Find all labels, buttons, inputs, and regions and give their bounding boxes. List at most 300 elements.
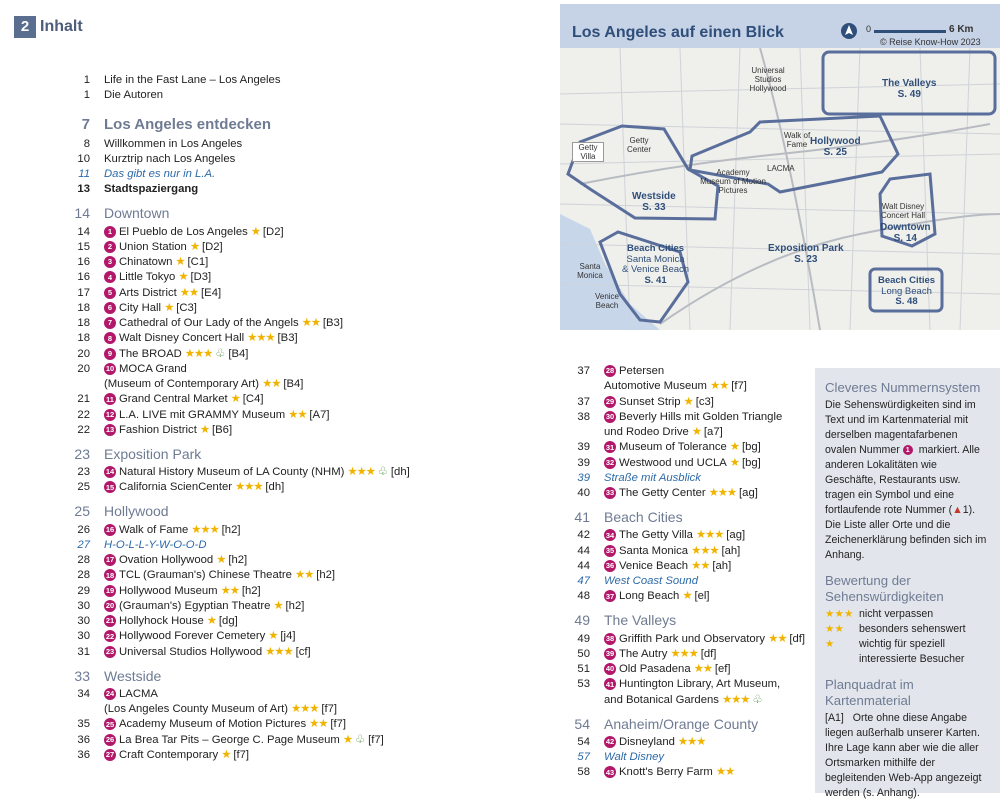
toc-entry[interactable] (40, 748, 440, 763)
rating-stars-icon: ★★★ (691, 544, 719, 557)
toc-entry[interactable] (40, 362, 440, 377)
toc-entry[interactable] (540, 589, 810, 604)
toc-page-number: 18 (77, 332, 90, 345)
toc-entry-label: Exposition Park (104, 445, 202, 462)
toc-entry-label: TCL (Grauman's) Chinese Theatre (119, 569, 292, 582)
toc-entry-label: Anaheim/Orange County (604, 715, 759, 732)
toc-entry[interactable] (40, 614, 440, 629)
toc-page-number: 33 (74, 667, 90, 684)
scale-end: 6 Km (949, 24, 974, 35)
toc-page-number: 18 (77, 317, 90, 329)
rating-stars-icon: ★ (178, 271, 188, 284)
rating-stars-icon: ★★ (715, 766, 735, 779)
rating-stars-icon: ★ (683, 395, 693, 408)
toc-entry-label: (Museum of Contemporary Art) (104, 378, 260, 390)
toc-entry-label: California ScienCenter (119, 481, 233, 494)
sight-number-marker-icon: 10 (105, 364, 115, 374)
toc-entry-label: Venice Beach (619, 559, 689, 572)
toc-entry-label: Academy Museum of Motion Pictures (119, 718, 307, 731)
map-grid-ref: [D2] (262, 225, 284, 238)
toc-page-number: 30 (77, 630, 90, 643)
sight-number-marker-icon: 17 (105, 555, 115, 565)
sight-number-marker-icon: 43 (605, 767, 615, 777)
toc-page-number: 39 (577, 471, 590, 484)
magenta-marker-icon: 1 (903, 445, 913, 455)
toc-entry[interactable] (40, 480, 440, 495)
sight-number-marker-icon: 8 (104, 332, 116, 344)
toc-entry-label: Die Autoren (104, 89, 164, 102)
toc-entry-label: Kurztrip nach Los Angeles (104, 152, 236, 165)
sight-number-marker-icon: 4 (104, 271, 116, 283)
toc-entry-text-wrap (104, 614, 440, 629)
toc-entry[interactable] (40, 717, 440, 732)
rating-stars-icon: ★ (268, 630, 278, 643)
toc-page-number: 49 (574, 612, 590, 629)
toc-entry[interactable] (40, 255, 440, 270)
toc-entry[interactable] (40, 465, 440, 480)
toc-entry[interactable] (40, 152, 440, 167)
toc-entry-text-wrap (604, 750, 810, 765)
toc-page-number: 17 (77, 286, 90, 299)
toc-entry-label: Knott's Berry Farm (619, 766, 713, 779)
toc-entry-label: und Rodeo Drive (604, 426, 689, 438)
toc-entry[interactable] (40, 225, 440, 240)
rating-stars-icon: ★★★ (247, 332, 275, 345)
toc-entry-text-wrap (104, 240, 440, 255)
toc-page-number: 37 (577, 395, 590, 408)
toc-entry-text-wrap (104, 504, 440, 519)
toc-page-number: 53 (577, 678, 590, 691)
toc-entry-label: and Botanical Gardens (604, 693, 719, 706)
toc-entry-text-wrap (104, 523, 440, 538)
sight-number-marker-icon: 2 (104, 241, 116, 253)
toc-entry[interactable] (540, 574, 810, 589)
rating-stars-icon: ★★★ (677, 735, 706, 748)
toc-page-number: 13 (77, 183, 90, 196)
toc-page-number: 8 (83, 137, 90, 150)
toc-entry[interactable] (540, 735, 810, 750)
sight-number-marker-icon: 14 (105, 467, 115, 477)
toc-entry-label: Stadtspaziergang (104, 183, 199, 196)
rating-stars-icon: ★★★ (235, 481, 263, 494)
toc-page-number: 30 (77, 615, 90, 627)
toc-page-number: 14 (74, 205, 90, 222)
map-grid-ref: [B3] (277, 332, 298, 345)
kids-icon: ♧ (377, 466, 388, 478)
page-title: Inhalt (40, 18, 83, 35)
overview-map (560, 4, 1000, 330)
toc-gap (40, 104, 440, 113)
map-grid-ref: [f7] (330, 718, 347, 731)
map-grid-ref: [A7] (309, 408, 330, 421)
sight-number-marker-icon: 29 (605, 396, 615, 406)
toc-entry[interactable] (40, 316, 440, 331)
toc-page-number: 30 (77, 599, 90, 612)
rating-stars-icon: ★★ (709, 380, 729, 393)
map-grid-ref: [f7] (321, 703, 338, 715)
toc-entry-label: Willkommen in Los Angeles (104, 137, 243, 150)
toc-entry[interactable] (540, 379, 810, 394)
sight-number-marker-icon: 24 (105, 689, 115, 699)
toc-entry[interactable] (40, 347, 440, 362)
toc-entry-text-wrap (104, 538, 440, 553)
toc-entry-label: Petersen (619, 365, 665, 377)
kids-icon: ♧ (215, 347, 226, 360)
toc-entry-label: MOCA Grand (119, 362, 187, 375)
toc-page-number: 34 (77, 687, 90, 700)
sight-number-marker-icon: 32 (605, 457, 615, 467)
toc-entry[interactable] (40, 538, 440, 553)
rating-stars-icon: ★★★ (670, 647, 698, 660)
sight-number-marker-icon: 35 (605, 545, 615, 555)
toc-entry[interactable] (540, 662, 810, 677)
toc-entry-label: Union Station (119, 240, 187, 253)
toc-entry[interactable] (540, 544, 810, 559)
toc-section-heading[interactable] (540, 611, 810, 632)
toc-entry-label: Life in the Fast Lane – Los Angeles (104, 74, 281, 86)
toc-entry[interactable] (40, 702, 440, 717)
sidebar-text-grid: [A1] Orte ohne diese Angabe liegen außerhalb unserer Karten. Ihre Lage kann aber wie die aller Ortsmarken mithilfe der begleitenden Web-App angezeigt werden (s. Anhang). (825, 712, 982, 799)
red-marker-icon: ▲ (952, 504, 963, 516)
toc-entry-label: Straße mit Ausblick (604, 471, 701, 484)
toc-section-heading[interactable] (40, 666, 440, 687)
toc-entry[interactable] (540, 693, 810, 708)
toc-entry[interactable] (40, 584, 440, 599)
toc-entry[interactable] (540, 395, 810, 410)
toc-page-number: 44 (577, 544, 590, 557)
toc-entry[interactable] (540, 425, 810, 440)
toc-entry-text-wrap (104, 117, 440, 132)
rating-stars-icon: ★★★ (184, 347, 213, 360)
toc-page-number: 26 (77, 523, 90, 536)
label-long-beach-region: Beach Cities Long Beach S. 48 (878, 275, 936, 307)
toc-section-heading[interactable] (40, 113, 440, 137)
toc-page-number: 11 (78, 168, 90, 180)
toc-entry-text-wrap (104, 465, 440, 480)
toc-entry-text-wrap (604, 544, 810, 559)
toc-page-number: 27 (77, 538, 90, 551)
toc-entry-label: Walt Disney Concert Hall (119, 332, 245, 345)
label-hollywood: Hollywood S. 25 (810, 136, 861, 158)
map-grid-ref: [dg] (218, 615, 238, 627)
sight-number-marker-icon: 15 (105, 482, 115, 492)
toc-entry-label: Natural History Museum of LA County (NHM) (119, 466, 345, 478)
toc-entry-label: Walk of Fame (119, 523, 189, 536)
toc-entry-text-wrap (104, 73, 440, 88)
map-grid-ref: [D2] (201, 240, 223, 253)
toc-entry-label: H-O-L-L-Y-W-O-O-D (104, 538, 207, 551)
toc-entry-label: Huntington Library, Art Museum, (619, 678, 781, 691)
map-grid-ref: [el] (694, 590, 710, 603)
toc-entry[interactable] (540, 456, 810, 471)
rating-stars-icon: ★ (250, 225, 260, 238)
sight-number-marker-icon: 7 (104, 317, 116, 329)
toc-entry-text-wrap (104, 392, 440, 407)
toc-entry[interactable] (540, 440, 810, 455)
rating-stars-icon: ★ (691, 426, 701, 438)
map-grid-ref: [B6] (211, 423, 233, 436)
toc-page-number: 48 (577, 590, 590, 603)
toc-entry-label: Arts District (119, 286, 177, 299)
rating-stars-icon: ★★★ (290, 703, 319, 715)
map-title: Los Angeles auf einen Blick (572, 24, 784, 41)
toc-page-number: 35 (77, 718, 90, 731)
toc-entry-label: Sunset Strip (619, 395, 681, 408)
map-grid-ref: [ah] (721, 544, 741, 557)
toc-entry[interactable] (540, 528, 810, 543)
toc-entry-label: The Getty Center (619, 487, 706, 499)
toc-entry[interactable] (40, 88, 440, 103)
toc-entry[interactable] (540, 559, 810, 574)
toc-section-heading[interactable] (540, 507, 810, 528)
map-grid-ref: [ah] (712, 559, 732, 572)
rating-1: ★ wichtig für speziell interessierte Besucher (825, 638, 965, 665)
toc-entry-text-wrap (104, 669, 440, 684)
toc-entry-label: The BROAD (119, 347, 182, 360)
toc-entry-text-wrap (604, 647, 810, 662)
toc-page-number: 37 (577, 365, 590, 377)
toc-entry[interactable] (540, 765, 810, 780)
map-grid-ref: [ag] (726, 529, 746, 542)
map-grid-ref: [df] (789, 632, 806, 645)
toc-entry-text-wrap (104, 286, 440, 301)
toc-entry-text-wrap (604, 559, 810, 574)
toc-entry-text-wrap (604, 735, 810, 750)
toc-entry[interactable] (40, 331, 440, 346)
toc-page-number: 47 (577, 575, 590, 587)
rating-stars-icon: ★ (216, 554, 226, 566)
toc-entry[interactable] (40, 137, 440, 152)
toc-entry-label: LACMA (119, 687, 158, 700)
toc-entry-text-wrap (104, 629, 440, 644)
rating-3: ★★★ nicht verpassen (825, 608, 934, 620)
toc-entry-label: Museum of Tolerance (619, 441, 727, 454)
toc-entry-text-wrap (104, 599, 440, 614)
sidebar-heading-numbering: Cleveres Nummernsystem (825, 380, 981, 395)
map-grid-ref: [f7] (368, 733, 384, 746)
sight-number-marker-icon: 34 (605, 530, 615, 540)
toc-page-number: 42 (577, 529, 590, 542)
toc-entry-label: L.A. LIVE mit GRAMMY Museum (119, 408, 286, 421)
map-grid-ref: [h2] (316, 569, 336, 582)
sight-number-marker-icon: 30 (605, 412, 615, 422)
toc-entry-label: Das gibt es nur in L.A. (104, 168, 216, 180)
toc-entry[interactable] (40, 687, 440, 702)
toc-section-heading[interactable] (540, 714, 810, 735)
sight-number-marker-icon: 25 (105, 719, 115, 729)
toc-entry[interactable] (40, 301, 440, 316)
toc-page-number: 18 (77, 301, 90, 314)
toc-section-heading[interactable] (40, 444, 440, 465)
toc-entry[interactable] (40, 733, 440, 748)
toc-entry-label: Hollywood Museum (119, 584, 218, 597)
rating-stars-icon: ★★★ (265, 645, 293, 658)
toc-entry[interactable] (40, 408, 440, 423)
label-getty-villa: Getty Villa (572, 142, 604, 162)
map-grid-ref: [a7] (703, 426, 723, 438)
toc-page-number: 39 (577, 441, 590, 454)
toc-entry[interactable] (40, 270, 440, 285)
toc-section-heading[interactable] (40, 204, 440, 225)
toc-page-number: 54 (577, 735, 590, 748)
map-grid-ref: [c3] (695, 395, 714, 408)
toc-entry-label: La Brea Tar Pits – George C. Page Museum (119, 733, 340, 746)
toc-page-number: 50 (577, 647, 590, 660)
toc-entry-label: Long Beach (619, 590, 680, 603)
label-venice: Venice Beach (594, 292, 620, 310)
toc-entry-text-wrap (104, 480, 440, 495)
toc-entry[interactable] (40, 423, 440, 438)
map-grid-ref: [D3] (190, 271, 212, 284)
sight-number-marker-icon: 21 (105, 616, 115, 626)
toc-entry-text-wrap (104, 553, 440, 568)
sight-number-marker-icon: 22 (105, 631, 115, 641)
map-grid-ref: [bg] (741, 441, 761, 454)
toc-entry[interactable] (40, 599, 440, 614)
toc-entry-text-wrap (604, 717, 810, 732)
map-grid-ref: [E4] (201, 286, 222, 299)
rating-stars-icon: ★ (729, 456, 739, 469)
toc-entry-label: Little Tokyo (119, 271, 176, 284)
toc-entry-label: Chinatown (119, 256, 173, 268)
toc-entry-text-wrap (604, 613, 810, 628)
sight-number-marker-icon: 1 (104, 226, 116, 238)
toc-entry-label: Beverly Hills mit Golden Triangle (619, 410, 783, 423)
rating-stars-icon: ★★ (691, 559, 710, 572)
toc-page-number: 25 (74, 503, 90, 520)
toc-entry[interactable] (40, 553, 440, 568)
rating-stars-icon: ★★★ (695, 529, 724, 542)
rating-stars-icon: ★★ (262, 378, 281, 390)
rating-stars-icon: ★★★ (721, 693, 750, 706)
sight-number-marker-icon: 27 (105, 750, 115, 760)
toc-entry-text-wrap (604, 574, 810, 589)
rating-stars-icon: ★ (206, 615, 216, 627)
scale-bar (874, 30, 946, 33)
toc-entry[interactable] (540, 486, 810, 501)
label-expo: Exposition Park S. 23 (768, 243, 844, 265)
toc-entry[interactable] (40, 73, 440, 88)
toc-entry[interactable] (40, 629, 440, 644)
label-getty-center: Getty Center (626, 136, 651, 154)
toc-entry-text-wrap (104, 717, 440, 732)
toc-entry-label: Hollywood Forever Cemetery (119, 630, 266, 643)
sight-number-marker-icon: 6 (104, 302, 116, 314)
toc-entry[interactable] (40, 286, 440, 301)
sight-number-marker-icon: 9 (104, 348, 116, 360)
rating-stars-icon: ★★ (309, 718, 328, 731)
map-grid-ref: [C4] (242, 393, 264, 406)
toc-entry-text-wrap (604, 589, 810, 604)
map-grid-ref: [bg] (741, 456, 761, 469)
rating-stars-icon: ★ (273, 599, 283, 612)
toc-entry[interactable] (40, 392, 440, 407)
map-grid-ref: [h2] (221, 523, 241, 536)
toc-page-number: 58 (577, 766, 590, 779)
toc-page-number: 20 (77, 362, 90, 375)
label-lacma: LACMA (767, 164, 795, 173)
toc-entry-text-wrap (104, 408, 440, 423)
toc-entry-text-wrap (604, 395, 810, 410)
toc-page-number: 51 (577, 663, 590, 675)
toc-page-number: 28 (77, 569, 90, 582)
toc-entry-label: Hollywood (104, 503, 169, 520)
toc-entry-label: Ovation Hollywood (119, 554, 214, 566)
toc-entry[interactable] (40, 167, 440, 182)
label-downtown: Downtown S. 14 (880, 222, 931, 244)
toc-entry-text-wrap (604, 677, 810, 692)
toc-entry-label: Automotive Museum (604, 380, 707, 393)
toc-entry[interactable] (540, 471, 810, 486)
toc-entry[interactable] (540, 750, 810, 765)
sidebar-heading-rating: Bewertung der Sehenswürdigkeiten (825, 573, 944, 604)
rating-2: ★★ besonders sehenswert (825, 623, 966, 635)
label-walk: Walk of Fame (783, 131, 811, 149)
map-grid-ref: [C3] (176, 301, 197, 314)
toc-entry[interactable] (40, 568, 440, 583)
toc-entry[interactable] (40, 182, 440, 197)
toc-entry[interactable] (540, 410, 810, 425)
toc-entry-label: Fashion District (119, 423, 197, 436)
sight-number-marker-icon: 19 (105, 585, 115, 595)
toc-entry-text-wrap (104, 447, 440, 462)
toc-entry-label: Universal Studios Hollywood (119, 645, 263, 658)
toc-page-number: 20 (77, 347, 90, 360)
toc-entry-label: El Pueblo de Los Angeles (119, 225, 248, 238)
sight-number-marker-icon: 12 (105, 409, 115, 419)
toc-entry[interactable] (540, 677, 810, 692)
kids-icon: ♧ (752, 693, 763, 706)
toc-page-number: 39 (577, 456, 590, 469)
toc-page-number: 40 (577, 487, 590, 499)
toc-page-number: 21 (77, 393, 90, 406)
rating-stars-icon: ★ (342, 733, 352, 746)
toc-entry-label: City Hall (119, 301, 162, 314)
toc-section-heading[interactable] (40, 502, 440, 523)
sight-number-marker-icon: 13 (105, 425, 115, 435)
toc-entry[interactable] (40, 240, 440, 255)
toc-entry[interactable] (40, 377, 440, 392)
toc-entry-text-wrap (104, 331, 440, 346)
toc-entry-label: Cathedral of Our Lady of the Angels (119, 317, 299, 329)
rating-stars-icon: ★ (682, 590, 692, 603)
toc-entry[interactable] (540, 632, 810, 647)
kids-icon: ♧ (354, 733, 366, 746)
toc-entry-text-wrap (604, 510, 810, 525)
label-westside: Westside S. 33 (632, 191, 676, 213)
sight-number-marker-icon: 3 (104, 256, 116, 268)
rating-stars-icon: ★ (164, 301, 174, 314)
map-grid-ref: [C1] (187, 256, 209, 268)
toc-left-column (40, 73, 440, 763)
toc-entry[interactable] (40, 645, 440, 660)
map-grid-ref: [h2] (228, 554, 248, 566)
toc-entry-text-wrap (104, 206, 440, 221)
toc-entry-text-wrap (604, 693, 810, 708)
rating-stars-icon: ★ (199, 423, 209, 436)
map-grid-ref: [df] (700, 647, 717, 660)
toc-entry-text-wrap (104, 733, 440, 748)
toc-entry-text-wrap (604, 440, 810, 455)
toc-entry-text-wrap (104, 748, 440, 763)
toc-entry[interactable] (540, 364, 810, 379)
toc-page-number: 44 (577, 559, 590, 572)
toc-entry[interactable] (540, 647, 810, 662)
toc-entry-text-wrap (104, 167, 440, 182)
toc-page-number: 14 (77, 225, 90, 238)
toc-entry[interactable] (40, 523, 440, 538)
toc-entry-label: Grand Central Market (119, 393, 228, 406)
